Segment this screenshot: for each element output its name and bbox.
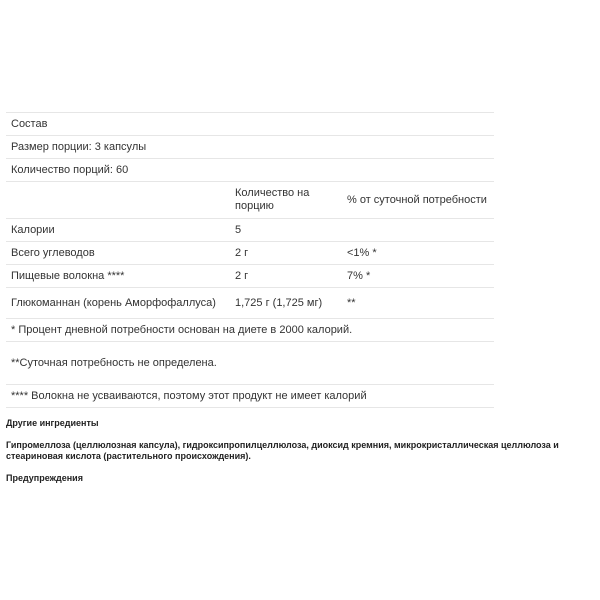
other-ingredients-text: Гипромеллоза (целлюлозная капсула), гидроксипропилцеллюлоза, диоксид кремния, микрокристаллическая целлюлоза и стеариновая кислота (растительного происхождения). [6,440,559,461]
nutrient-name: Пищевые волокна **** [6,265,230,288]
warnings-heading: Предупреждения [6,473,83,483]
column-header-name [6,182,230,219]
nutrient-amount: 2 г [230,242,342,265]
nutrient-daily-value: 7% * [342,265,494,288]
footnote-row [6,385,494,408]
footnote-row [6,342,494,385]
footnote: **** Волокна не усваиваются, поэтому этот продукт не имеет калорий [6,385,494,408]
nutrient-name: Калории [6,219,230,242]
nutrient-daily-value: ** [342,288,494,319]
nutrient-daily-value [342,219,494,242]
nutrient-name: Глюкоманнан (корень Аморфофаллуса) [6,288,230,319]
column-header-amount: Количество на порцию [230,182,342,219]
servings-per-container: Количество порций: 60 [6,159,494,182]
nutrient-amount: 5 [230,219,342,242]
nutrient-amount: 2 г [230,265,342,288]
nutrient-name: Всего углеводов [6,242,230,265]
table-title-row [6,113,494,136]
table-row [6,288,494,319]
footnote: * Процент дневной потребности основан на диете в 2000 калорий. [6,319,494,342]
servings-per-container-row [6,159,494,182]
table-row [6,242,494,265]
column-header-daily-value: % от суточной потребности [342,182,494,219]
other-ingredients-heading: Другие ингредиенты [6,418,99,428]
table-title: Состав [6,113,494,136]
supplement-facts-table [6,112,494,408]
serving-size: Размер порции: 3 капсулы [6,136,494,159]
table-row [6,265,494,288]
column-header-row [6,182,494,219]
footnote: **Суточная потребность не определена. [6,342,494,385]
serving-size-row [6,136,494,159]
nutrient-daily-value: <1% * [342,242,494,265]
table-row [6,219,494,242]
nutrient-amount: 1,725 г (1,725 мг) [230,288,342,319]
footnote-row [6,319,494,342]
